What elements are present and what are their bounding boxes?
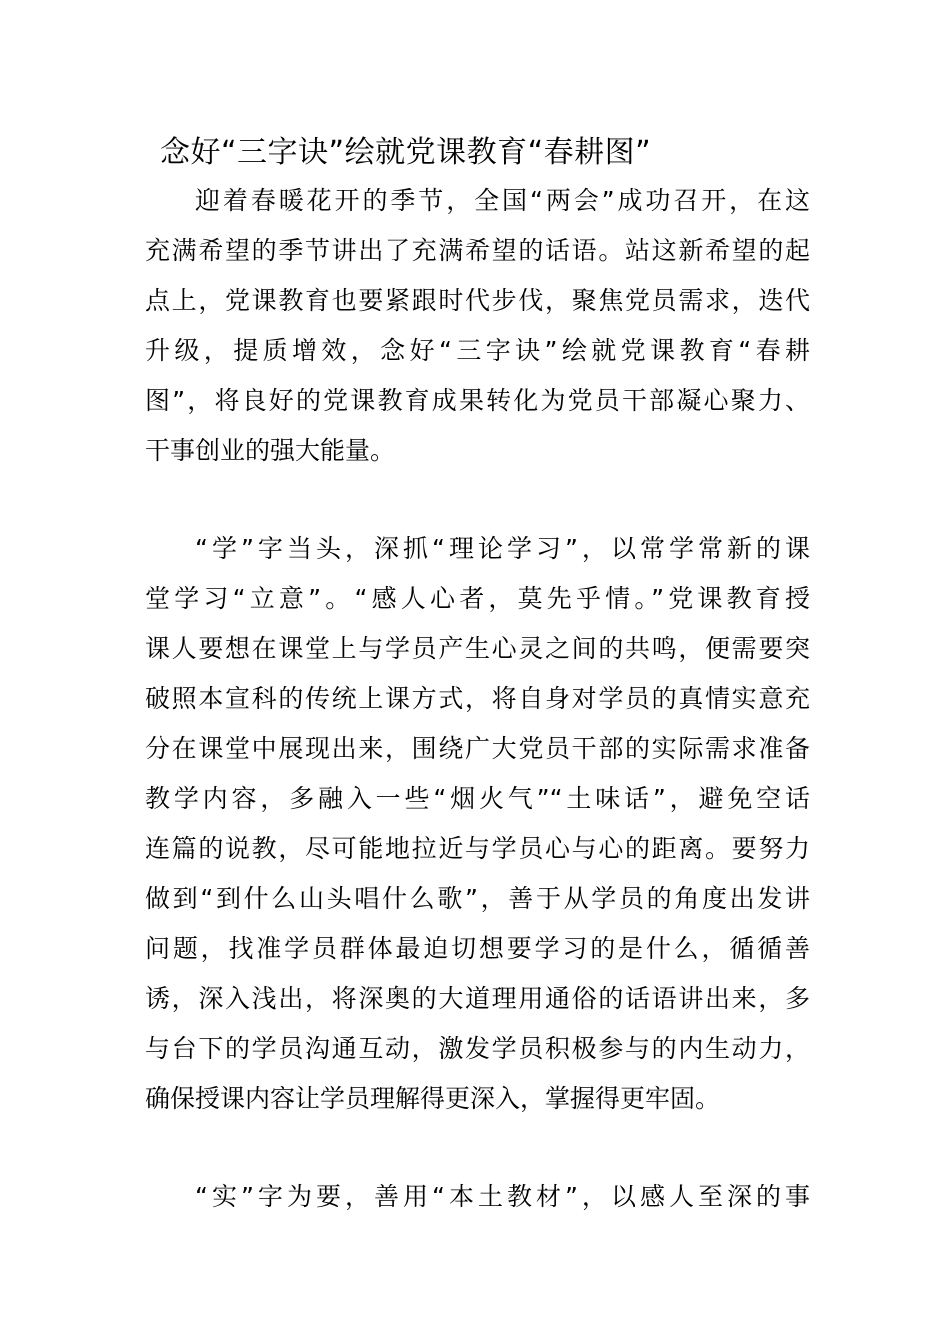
paragraph-line: “学”字当头，深抓“理论学习”，以常学常新的课 xyxy=(195,534,810,563)
paragraph-shi xyxy=(145,1172,810,1222)
paragraph-line: 破照本宣科的传统上课方式，将自身对学员的真情实意充 xyxy=(145,684,810,713)
paragraph-line: 做到“到什么山头唱什么歌”，善于从学员的角度出发讲 xyxy=(145,884,810,913)
paragraph-xue xyxy=(145,524,810,1124)
paragraph-line: 升级，提质增效，念好“三字诀”绘就党课教育“春耕 xyxy=(145,336,810,365)
paragraph-line: 迎着春暖花开的季节，全国“两会”成功召开，在这 xyxy=(195,186,810,215)
paragraph-line: 充满希望的季节讲出了充满希望的话语。站这新希望的起 xyxy=(145,236,810,265)
paragraph-line: 确保授课内容让学员理解得更深入，掌握得更牢固。 xyxy=(145,1084,721,1113)
paragraph-line: 诱，深入浅出，将深奥的大道理用通俗的话语讲出来，多 xyxy=(145,984,810,1013)
paragraph-line: 教学内容，多融入一些“烟火气”“土味话”，避免空话 xyxy=(145,784,810,813)
paragraph-line: 问题，找准学员群体最迫切想要学习的是什么，循循善 xyxy=(145,934,810,963)
paragraph-line: 图”，将良好的党课教育成果转化为党员干部凝心聚力、 xyxy=(145,386,810,415)
paragraph-line: 干事创业的强大能量。 xyxy=(145,436,396,465)
paragraph-intro xyxy=(145,176,810,476)
paragraph-line: 堂学习“立意”。“感人心者，莫先乎情。”党课教育授 xyxy=(145,584,810,613)
paragraph-line: 课人要想在课堂上与学员产生心灵之间的共鸣，便需要突 xyxy=(145,634,810,663)
paragraph-line: 分在课堂中展现出来，围绕广大党员干部的实际需求准备 xyxy=(145,734,810,763)
paragraph-line: 点上，党课教育也要紧跟时代步伐，聚焦党员需求，迭代 xyxy=(145,286,810,315)
paragraph-line: 连篇的说教，尽可能地拉近与学员心与心的距离。要努力 xyxy=(145,834,810,863)
paragraph-line: “实”字为要，善用“本土教材”，以感人至深的事 xyxy=(195,1182,810,1211)
document-title: 念好“三字诀”绘就党课教育“春耕图” xyxy=(160,135,652,170)
paragraph-line: 与台下的学员沟通互动，激发学员积极参与的内生动力， xyxy=(145,1034,810,1063)
